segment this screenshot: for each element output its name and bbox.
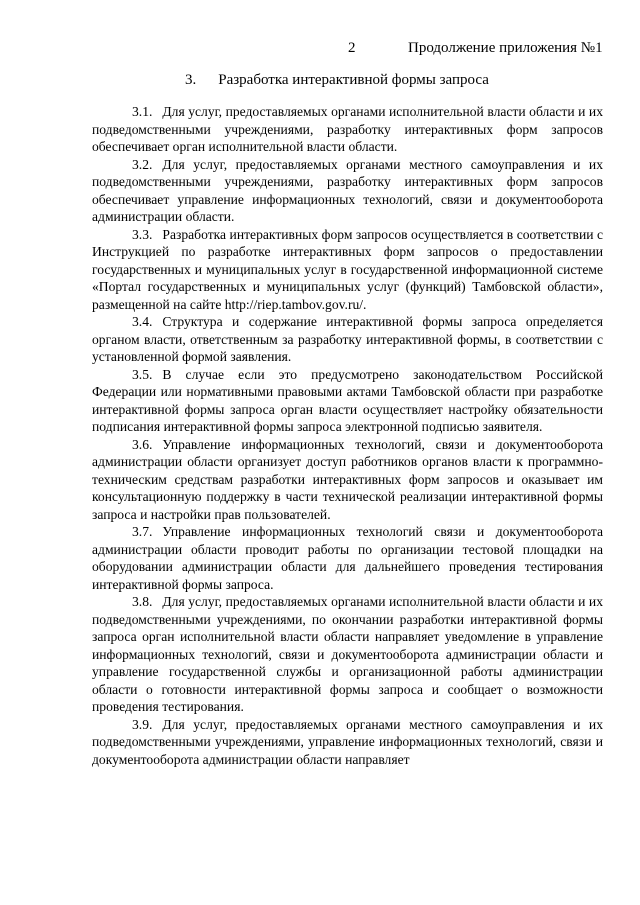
- paragraph-3-6: [92, 436, 603, 524]
- paragraph-number: 3.1.: [132, 104, 153, 119]
- paragraph-text: Структура и содержание интерактивной формы запроса определяется органом власти, ответственным за разработку интерактивной формы, в соответствии с установленной формой заявления.: [92, 314, 603, 364]
- paragraph-text: Управление информационных технологий связи и документооборота администрации области проводит работы по организации тестовой площадки на оборудовании администрации области для дальнейшего проведения тестирования интерактивной формы запроса.: [92, 524, 603, 592]
- paragraph-number: 3.9.: [132, 716, 153, 732]
- paragraph-text: Для услуг, предоставляемых органами местного самоуправления и их подведомственными учреждениями, управление информационных технологий, связи и документооборота администрации области направляет: [92, 716, 603, 767]
- paragraph-3-7: [92, 523, 603, 593]
- paragraph-number: 3.5.: [132, 366, 153, 382]
- paragraph-text: В случае если это предусмотрено законодательством Российской Федерации или нормативными правовыми актами Тамбовской области при разработке интерактивной формы запроса орган власти осуществляет настройку обязательности подписания интерактивной формы запроса электронной подписью заявителя.: [92, 366, 603, 434]
- paragraph-text: Для услуг, предоставляемых органами исполнительной власти области и их подведомственными учреждениями, разработку интерактивных форм запросов обеспечивает орган исполнительной власти области.: [92, 104, 603, 154]
- paragraph-number: 3.8.: [132, 594, 153, 609]
- section-title: Разработка интерактивной формы запроса: [218, 72, 489, 88]
- paragraph-number: 3.2.: [132, 156, 153, 172]
- appendix-continuation-note: Продолжение приложения №1: [408, 40, 603, 56]
- paragraph-3-2: [92, 156, 603, 226]
- paragraph-3-3: [92, 226, 603, 314]
- page-number: 2: [348, 40, 356, 56]
- paragraph-number: 3.6.: [132, 436, 153, 452]
- paragraph-3-9: [92, 716, 603, 769]
- document-body: [92, 103, 603, 768]
- paragraph-3-5: [92, 366, 603, 436]
- paragraph-text: Разработка интерактивных форм запросов осуществляется в соответствии с Инструкцией по разработке интерактивных форм запросов о предоставлении государственных и муниципальных услуг в государственной информационной системе «Портал государственных и муниципальных услуг (функций) Тамбовской области», размещенной на сайте http://riep.tambov.gov.ru/.: [92, 226, 603, 312]
- paragraph-3-4: [92, 313, 603, 366]
- paragraph-3-8: [92, 593, 603, 716]
- paragraph-text: Управление информационных технологий, связи и документооборота администрации области организует доступ работников органов власти к программно-техническим средствам разработки интерактивных форм запросов и оказывает им консультационную поддержку в части технической реализации интерактивной формы запроса и настройки прав пользователей.: [92, 436, 603, 522]
- paragraph-number: 3.7.: [132, 524, 153, 539]
- paragraph-number: 3.3.: [132, 226, 153, 242]
- paragraph-text: Для услуг, предоставляемых органами исполнительной власти области и их подведомственными учреждениями, по окончании разработки интерактивной формы запроса орган исполнительной власти области направляет уведомление в управление информационных технологий, связи и документооборота администрации области и управление государственной службы и организационной работы администрации области о готовности интерактивной формы запроса и сообщает о возможности проведения тестирования.: [92, 594, 603, 714]
- section-heading: [185, 72, 489, 89]
- paragraph-3-1: [92, 103, 603, 156]
- paragraph-text: Для услуг, предоставляемых органами местного самоуправления и их подведомственными учреждениями, разработку интерактивных форм запросов обеспечивает управление информационных технологий, связи и документооборота администрации области.: [92, 156, 603, 224]
- paragraph-number: 3.4.: [132, 314, 153, 329]
- section-number: 3.: [185, 72, 197, 88]
